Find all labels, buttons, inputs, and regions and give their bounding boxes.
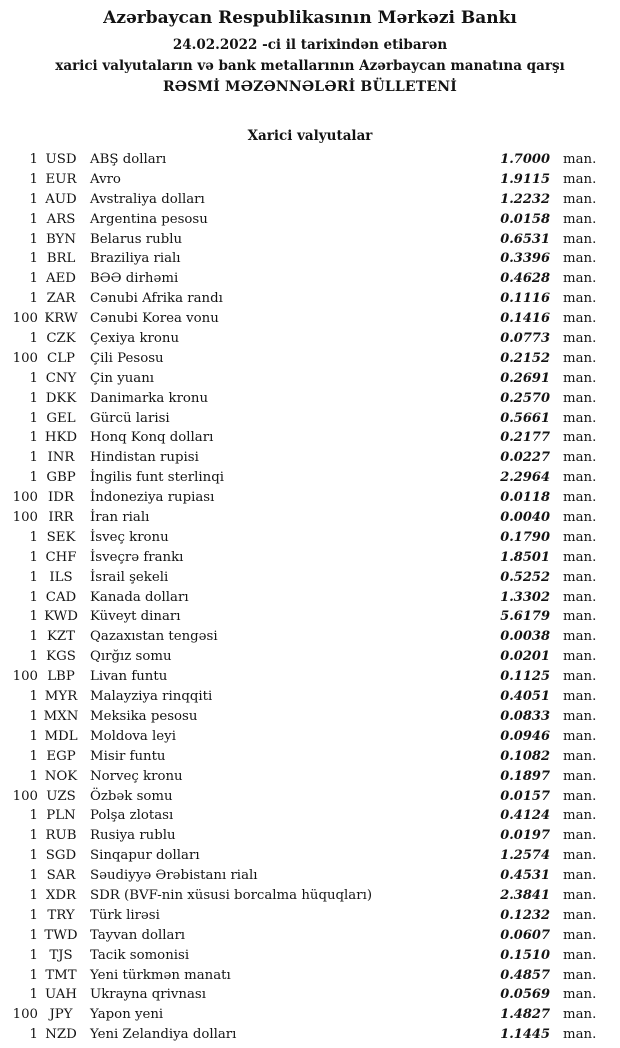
currency-code-cell: KWD — [44, 609, 78, 625]
unit-cell: man. — [563, 649, 597, 665]
unit-cell: man. — [563, 808, 597, 824]
bulletin-title: RƏSMİ MƏZƏNNƏLƏRİ BÜLLETENİ — [162, 79, 458, 95]
currency-code-cell: GBP — [46, 470, 76, 486]
unit-cell: man. — [563, 1027, 597, 1043]
rate-value-cell: 0.4051 — [500, 689, 550, 705]
quantity-cell: 1 — [29, 868, 38, 884]
quantity-cell: 100 — [12, 788, 38, 804]
unit-cell: man. — [563, 788, 597, 804]
currency-name-cell: Yeni türkmən manatı — [90, 967, 231, 983]
rate-value-cell: 0.1125 — [500, 669, 550, 685]
quantity-cell: 1 — [29, 927, 38, 943]
unit-cell: man. — [563, 211, 597, 227]
rate-value-cell: 0.1897 — [500, 768, 550, 784]
table-row — [8, 727, 598, 747]
rate-value-cell: 0.1116 — [500, 291, 550, 307]
currency-code-cell: ILS — [49, 569, 73, 585]
currency-code-cell: NZD — [45, 1027, 77, 1043]
quantity-cell: 1 — [29, 231, 38, 247]
currency-name-cell: Kanada dolları — [90, 589, 189, 605]
table-row — [8, 428, 598, 448]
unit-cell: man. — [563, 231, 597, 247]
currency-name-cell: Özbək somu — [90, 788, 173, 804]
currency-name-cell: Honq Konq dolları — [90, 430, 214, 446]
currency-name-cell: Tacik somonisi — [90, 947, 190, 963]
rate-value-cell: 1.2574 — [500, 848, 550, 864]
currency-code-cell: CZK — [46, 331, 76, 347]
currency-name-cell: Ukrayna qrivnası — [90, 987, 206, 1003]
table-row — [8, 488, 598, 508]
table-row — [8, 826, 598, 846]
rate-value-cell: 0.0773 — [500, 331, 550, 347]
page-title: Azərbaycan Respublikasının Mərkəzi Bankı — [103, 8, 517, 28]
rate-value-cell: 1.8501 — [500, 549, 550, 565]
unit-cell: man. — [563, 689, 597, 705]
unit-cell: man. — [563, 350, 597, 366]
unit-cell: man. — [563, 768, 597, 784]
unit-cell: man. — [563, 450, 597, 466]
currency-name-cell: Cənubi Afrika randı — [90, 291, 223, 307]
rate-value-cell: 0.0569 — [500, 987, 550, 1003]
rate-value-cell: 0.0201 — [500, 649, 550, 665]
currency-name-cell: Cənubi Korea vonu — [90, 311, 219, 327]
currency-code-cell: EUR — [45, 171, 77, 187]
currency-name-cell: Meksika pesosu — [90, 708, 198, 724]
currency-name-cell: BƏƏ dirhəmi — [90, 271, 179, 287]
currency-code-cell: TWD — [44, 927, 78, 943]
rate-value-cell: 1.2232 — [500, 191, 550, 207]
currency-name-cell: Avro — [90, 171, 121, 187]
quantity-cell: 100 — [12, 350, 38, 366]
unit-cell: man. — [563, 708, 597, 724]
table-row — [8, 607, 598, 627]
currency-code-cell: SGD — [45, 848, 77, 864]
table-row — [8, 269, 598, 289]
currency-name-cell: Danimarka kronu — [90, 390, 209, 406]
table-row — [8, 349, 598, 369]
quantity-cell: 1 — [29, 410, 38, 426]
table-row — [8, 627, 598, 647]
currency-name-cell: İsveçrə frankı — [90, 549, 184, 565]
quantity-cell: 1 — [29, 549, 38, 565]
table-row — [8, 150, 598, 170]
currency-code-cell: INR — [47, 450, 75, 466]
currency-name-cell: Hindistan rupisi — [90, 450, 199, 466]
currency-name-cell: Avstraliya dolları — [90, 191, 205, 207]
table-row — [8, 329, 598, 349]
rate-value-cell: 0.5252 — [500, 569, 550, 585]
unit-cell: man. — [563, 947, 597, 963]
unit-cell: man. — [563, 927, 597, 943]
quantity-cell: 1 — [29, 331, 38, 347]
unit-cell: man. — [563, 728, 597, 744]
currency-code-cell: RUB — [45, 828, 77, 844]
unit-cell: man. — [563, 868, 597, 884]
table-row — [8, 448, 598, 468]
rate-value-cell: 5.6179 — [500, 609, 550, 625]
table-row — [8, 667, 598, 687]
table-row — [8, 747, 598, 767]
currency-name-cell: Malayziya rinqqiti — [90, 689, 213, 705]
table-row — [8, 846, 598, 866]
rate-value-cell: 0.0118 — [500, 490, 550, 506]
unit-cell: man. — [563, 748, 597, 764]
currency-code-cell: ZAR — [46, 291, 76, 307]
unit-cell: man. — [563, 271, 597, 287]
unit-cell: man. — [563, 171, 597, 187]
rate-value-cell: 0.2177 — [500, 430, 550, 446]
rate-value-cell: 0.0607 — [500, 927, 550, 943]
rate-value-cell: 0.4124 — [500, 808, 550, 824]
table-row — [8, 508, 598, 528]
section-title: Xarici valyutalar — [247, 128, 373, 144]
unit-cell: man. — [563, 251, 597, 267]
currency-code-cell: KRW — [44, 311, 78, 327]
quantity-cell: 1 — [29, 629, 38, 645]
rate-value-cell: 0.0157 — [500, 788, 550, 804]
table-row — [8, 309, 598, 329]
quantity-cell: 1 — [29, 589, 38, 605]
currency-name-cell: Polşa zlotası — [90, 808, 174, 824]
table-row — [8, 190, 598, 210]
currency-code-cell: HKD — [44, 430, 78, 446]
quantity-cell: 1 — [29, 370, 38, 386]
currency-name-cell: Qırğız somu — [90, 649, 172, 665]
unit-cell: man. — [563, 291, 597, 307]
bulletin-header — [0, 0, 620, 96]
rate-value-cell: 0.5661 — [500, 410, 550, 426]
table-row — [8, 468, 598, 488]
unit-cell: man. — [563, 510, 597, 526]
unit-cell: man. — [563, 331, 597, 347]
currency-name-cell: Norveç kronu — [90, 768, 183, 784]
rate-value-cell: 0.0946 — [500, 728, 550, 744]
quantity-cell: 1 — [29, 1027, 38, 1043]
quantity-cell: 1 — [29, 728, 38, 744]
currency-code-cell: GEL — [46, 410, 76, 426]
unit-cell: man. — [563, 430, 597, 446]
quantity-cell: 1 — [29, 152, 38, 167]
quantity-cell: 100 — [12, 490, 38, 506]
currency-name-cell: Küveyt dinarı — [90, 609, 181, 625]
currency-name-cell: Çexiya kronu — [90, 331, 180, 347]
currency-code-cell: CHF — [45, 549, 77, 565]
table-row — [8, 647, 598, 667]
quantity-cell: 1 — [29, 291, 38, 307]
rate-value-cell: 0.4531 — [500, 868, 550, 884]
currency-code-cell: IRR — [48, 510, 74, 526]
currency-name-cell: Türk lirəsi — [90, 907, 160, 923]
quantity-cell: 1 — [29, 987, 38, 1003]
currency-name-cell: Belarus rublu — [90, 231, 183, 247]
rate-value-cell: 0.1790 — [500, 529, 550, 545]
currency-name-cell: Sinqapur dolları — [90, 848, 200, 864]
quantity-cell: 1 — [29, 430, 38, 446]
rate-value-cell: 0.0040 — [500, 510, 550, 526]
currency-name-cell: Çin yuanı — [90, 370, 155, 386]
unit-cell: man. — [563, 629, 597, 645]
quantity-cell: 1 — [29, 748, 38, 764]
currency-code-cell: TRY — [47, 907, 75, 923]
currency-code-cell: TJS — [49, 947, 73, 963]
unit-cell: man. — [563, 191, 597, 207]
unit-cell: man. — [563, 410, 597, 426]
quantity-cell: 1 — [29, 768, 38, 784]
currency-name-cell: Moldova leyi — [90, 728, 176, 744]
quantity-cell: 1 — [29, 887, 38, 903]
currency-code-cell: UAH — [45, 987, 77, 1003]
quantity-cell: 100 — [12, 311, 38, 327]
unit-cell: man. — [563, 370, 597, 386]
table-row — [8, 409, 598, 429]
currency-name-cell: Yapon yeni — [90, 1007, 164, 1023]
currency-code-cell: AED — [46, 271, 76, 287]
quantity-cell: 1 — [29, 848, 38, 864]
table-row — [8, 548, 598, 568]
table-row — [8, 170, 598, 190]
currency-code-cell: USD — [45, 152, 77, 167]
currency-name-cell: İsrail şekeli — [90, 569, 169, 585]
unit-cell: man. — [563, 549, 597, 565]
currency-name-cell: ABŞ dolları — [90, 152, 167, 167]
currency-name-cell: Argentina pesosu — [90, 211, 208, 227]
currency-code-cell: DKK — [45, 390, 77, 406]
unit-cell: man. — [563, 609, 597, 625]
table-row — [8, 230, 598, 250]
currency-name-cell: Braziliya rialı — [90, 251, 181, 267]
table-row — [8, 1005, 598, 1025]
quantity-cell: 1 — [29, 191, 38, 207]
quantity-cell: 1 — [29, 271, 38, 287]
currency-code-cell: TMT — [45, 967, 77, 983]
rate-value-cell: 0.1082 — [500, 748, 550, 764]
table-row — [8, 249, 598, 269]
unit-cell: man. — [563, 490, 597, 506]
rate-value-cell: 1.9115 — [500, 171, 550, 187]
unit-cell: man. — [563, 311, 597, 327]
rate-value-cell: 0.4857 — [500, 967, 550, 983]
currency-code-cell: PLN — [46, 808, 76, 824]
rate-value-cell: 0.1416 — [500, 311, 550, 327]
rate-value-cell: 1.4827 — [500, 1007, 550, 1023]
currency-code-cell: CLP — [47, 350, 75, 366]
quantity-cell: 100 — [12, 510, 38, 526]
table-row — [8, 926, 598, 946]
rate-value-cell: 1.3302 — [500, 589, 550, 605]
rate-value-cell: 0.2152 — [500, 350, 550, 366]
currency-name-cell: İndoneziya rupiası — [90, 490, 215, 506]
quantity-cell: 1 — [29, 907, 38, 923]
unit-cell: man. — [563, 828, 597, 844]
currency-code-cell: LBP — [47, 669, 75, 685]
quantity-cell: 1 — [29, 470, 38, 486]
quantity-cell: 1 — [29, 947, 38, 963]
currency-code-cell: SEK — [46, 529, 76, 545]
table-row — [8, 1025, 598, 1045]
currency-name-cell: Livan funtu — [90, 669, 168, 685]
quantity-cell: 1 — [29, 828, 38, 844]
table-row — [8, 906, 598, 926]
unit-cell: man. — [563, 907, 597, 923]
table-row — [8, 528, 598, 548]
currency-code-cell: IDR — [48, 490, 74, 506]
rate-value-cell: 0.6531 — [500, 231, 550, 247]
quantity-cell: 100 — [12, 669, 38, 685]
currency-code-cell: AUD — [45, 191, 77, 207]
quantity-cell: 1 — [29, 708, 38, 724]
quantity-cell: 1 — [29, 689, 38, 705]
currency-code-cell: UZS — [46, 788, 76, 804]
table-row — [8, 966, 598, 986]
date-line: 24.02.2022 -ci il tarixindən etibarən — [172, 37, 448, 53]
unit-cell: man. — [563, 987, 597, 1003]
unit-cell: man. — [563, 390, 597, 406]
currency-name-cell: İsveç kronu — [90, 529, 169, 545]
unit-cell: man. — [563, 569, 597, 585]
quantity-cell: 1 — [29, 808, 38, 824]
rate-value-cell: 0.1510 — [500, 947, 550, 963]
rate-value-cell: 0.4628 — [500, 271, 550, 287]
quantity-cell: 1 — [29, 390, 38, 406]
currency-code-cell: KZT — [46, 629, 76, 645]
currency-name-cell: İngilis funt sterlinqi — [90, 470, 224, 486]
table-row — [8, 886, 598, 906]
currency-name-cell: Yeni Zelandiya dolları — [90, 1027, 237, 1043]
currency-name-cell: Gürcü larisi — [90, 410, 170, 426]
currency-code-cell: EGP — [46, 748, 76, 764]
unit-cell: man. — [563, 470, 597, 486]
unit-cell: man. — [563, 848, 597, 864]
table-row — [8, 389, 598, 409]
unit-cell: man. — [563, 887, 597, 903]
table-row — [8, 866, 598, 886]
quantity-cell: 1 — [29, 569, 38, 585]
unit-cell: man. — [563, 669, 597, 685]
quantity-cell: 1 — [29, 609, 38, 625]
currency-code-cell: BRL — [46, 251, 76, 267]
currency-code-cell: CAD — [45, 589, 77, 605]
currency-code-cell: XDR — [45, 887, 77, 903]
currency-name-cell: Tayvan dolları — [90, 927, 186, 943]
quantity-cell: 1 — [29, 649, 38, 665]
table-row — [8, 568, 598, 588]
currency-code-cell: SAR — [46, 868, 76, 884]
currency-code-cell: MDL — [44, 728, 78, 744]
currency-name-cell: İran rialı — [90, 510, 150, 526]
rate-value-cell: 0.0038 — [500, 629, 550, 645]
unit-cell: man. — [563, 589, 597, 605]
table-row — [8, 985, 598, 1005]
currency-code-cell: ARS — [46, 211, 76, 227]
rate-value-cell: 0.2691 — [500, 370, 550, 386]
quantity-cell: 100 — [12, 1007, 38, 1023]
currency-code-cell: MYR — [44, 689, 78, 705]
rate-value-cell: 1.1445 — [500, 1027, 550, 1043]
table-row — [8, 707, 598, 727]
currency-code-cell: BYN — [46, 231, 76, 247]
table-row — [8, 289, 598, 309]
scope-line: xarici valyutaların və bank metallarının Azərbaycan manatına qarşı — [55, 58, 565, 74]
unit-cell: man. — [563, 529, 597, 545]
rate-value-cell: 2.2964 — [500, 470, 550, 486]
table-row — [8, 588, 598, 608]
table-row — [8, 946, 598, 966]
rate-value-cell: 0.1232 — [500, 907, 550, 923]
rate-value-cell: 0.0227 — [500, 450, 550, 466]
rate-value-cell: 1.7000 — [500, 152, 550, 167]
rate-value-cell: 0.0197 — [500, 828, 550, 844]
table-row — [8, 687, 598, 707]
unit-cell: man. — [563, 152, 597, 167]
currency-name-cell: Misir funtu — [90, 748, 166, 764]
currency-name-cell: Qazaxıstan tengəsi — [90, 629, 218, 645]
quantity-cell: 1 — [29, 251, 38, 267]
currency-code-cell: MXN — [43, 708, 79, 724]
currency-name-cell: Rusiya rublu — [90, 828, 176, 844]
quantity-cell: 1 — [29, 450, 38, 466]
quantity-cell: 1 — [29, 211, 38, 227]
currency-code-cell: JPY — [49, 1007, 73, 1023]
rate-value-cell: 0.3396 — [500, 251, 550, 267]
quantity-cell: 1 — [29, 171, 38, 187]
rate-value-cell: 2.3841 — [500, 887, 550, 903]
currency-code-cell: CNY — [45, 370, 77, 386]
rate-value-cell: 0.0833 — [500, 708, 550, 724]
quantity-cell: 1 — [29, 967, 38, 983]
table-row — [8, 210, 598, 230]
unit-cell: man. — [563, 1007, 597, 1023]
rate-value-cell: 0.2570 — [500, 390, 550, 406]
table-row — [8, 806, 598, 826]
rate-value-cell: 0.0158 — [500, 211, 550, 227]
unit-cell: man. — [563, 967, 597, 983]
table-row — [8, 787, 598, 807]
currency-code-cell: NOK — [44, 768, 78, 784]
table-row — [8, 369, 598, 389]
currency-name-cell: SDR (BVF-nin xüsusi borcalma hüquqları) — [90, 887, 373, 903]
currency-name-cell: Səudiyyə Ərəbistanı rialı — [90, 868, 258, 884]
table-row — [8, 767, 598, 787]
currency-code-cell: KGS — [46, 649, 76, 665]
quantity-cell: 1 — [29, 529, 38, 545]
currency-name-cell: Çili Pesosu — [90, 350, 164, 366]
rates-table — [8, 150, 598, 1045]
